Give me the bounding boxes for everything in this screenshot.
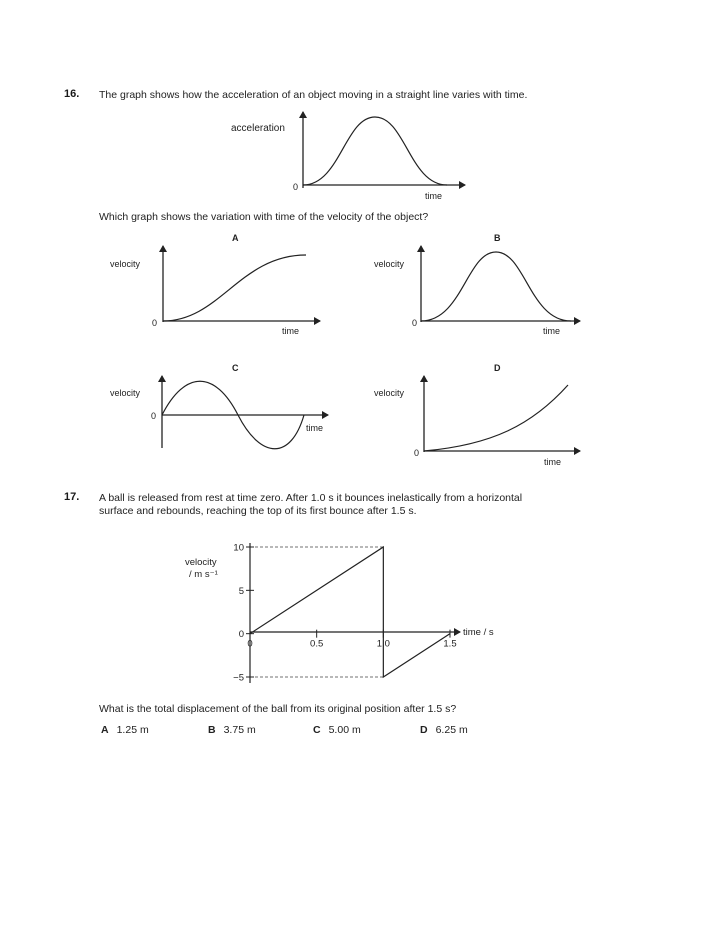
answer-a[interactable] (101, 724, 149, 736)
y-axis-label-line-2: / m s⁻¹ (189, 569, 218, 580)
x-tick-label: 1.5 (443, 638, 457, 650)
option-c-letter: C (232, 363, 239, 373)
option-b-graph (372, 230, 592, 340)
question-16-question: Which graph shows the variation with time of the velocity of the object? (99, 211, 429, 223)
answer-a-letter: A (101, 724, 109, 736)
x-axis-label: time (543, 326, 561, 336)
answer-d-letter: D (420, 724, 428, 736)
y-tick-label: 5 (238, 585, 244, 597)
x-axis-label: time (306, 423, 324, 433)
y-tick-label: −5 (233, 672, 244, 684)
x-axis-label: time (425, 191, 443, 201)
x-tick-label: 0.5 (310, 638, 324, 650)
x-axis-label: time (544, 457, 562, 467)
question-17-stem-line-2: surface and rebounds, reaching the top of its first bounce after 1.5 s. (99, 505, 417, 517)
question-17-question: What is the total displacement of the ball from its original position after 1.5 s? (99, 703, 457, 715)
question-17-number: 17. (64, 491, 80, 503)
y-tick-label: 10 (233, 542, 244, 554)
origin-label: 0 (151, 411, 157, 421)
option-d-letter: D (494, 363, 501, 373)
answer-b-letter: B (208, 724, 216, 736)
y-axis-label-line-1: velocity (185, 557, 217, 568)
origin-label: 0 (293, 182, 299, 192)
answer-d-value: 6.25 m (435, 724, 468, 736)
option-a-letter: A (232, 233, 239, 243)
x-axis-label: time (282, 326, 300, 336)
velocity-curve-b (421, 252, 571, 321)
y-axis-label: velocity (110, 388, 141, 398)
x-axis-label: time / s (463, 627, 494, 638)
velocity-curve-a (163, 255, 306, 321)
question-17-stem-line-1: A ball is released from rest at time zero. After 1.0 s it bounces inelastically from a horizontal (99, 492, 523, 504)
origin-label: 0 (412, 318, 418, 328)
option-a-graph (110, 230, 330, 340)
answer-c-value: 5.00 m (328, 724, 361, 736)
answer-c[interactable] (313, 724, 361, 736)
question-16-stem: The graph shows how the acceleration of an object moving in a straight line varies with time. (99, 89, 528, 101)
y-tick-label: 0 (238, 629, 244, 641)
acceleration-curve (303, 117, 447, 185)
velocity-series-line (250, 547, 450, 677)
velocity-curve-d (424, 385, 568, 451)
x-tick-label: 0 (247, 638, 253, 650)
x-tick-label: 1.0 (376, 638, 390, 650)
answer-d[interactable] (420, 724, 468, 736)
y-axis-label: velocity (110, 259, 141, 269)
question-16-number: 16. (64, 88, 80, 100)
y-axis-label: velocity (374, 259, 405, 269)
origin-label: 0 (152, 318, 158, 328)
option-b-letter: B (494, 233, 501, 243)
origin-label: 0 (414, 448, 420, 458)
option-d-graph (372, 360, 592, 470)
velocity-time-chart (175, 535, 535, 695)
y-axis-label: velocity (374, 388, 405, 398)
answer-c-letter: C (313, 724, 321, 736)
y-axis-label: acceleration (231, 123, 285, 134)
option-c-graph (110, 360, 340, 460)
acceleration-graph (225, 108, 475, 208)
answer-b-value: 3.75 m (223, 724, 256, 736)
answer-b[interactable] (208, 724, 256, 736)
answer-a-value: 1.25 m (116, 724, 149, 736)
